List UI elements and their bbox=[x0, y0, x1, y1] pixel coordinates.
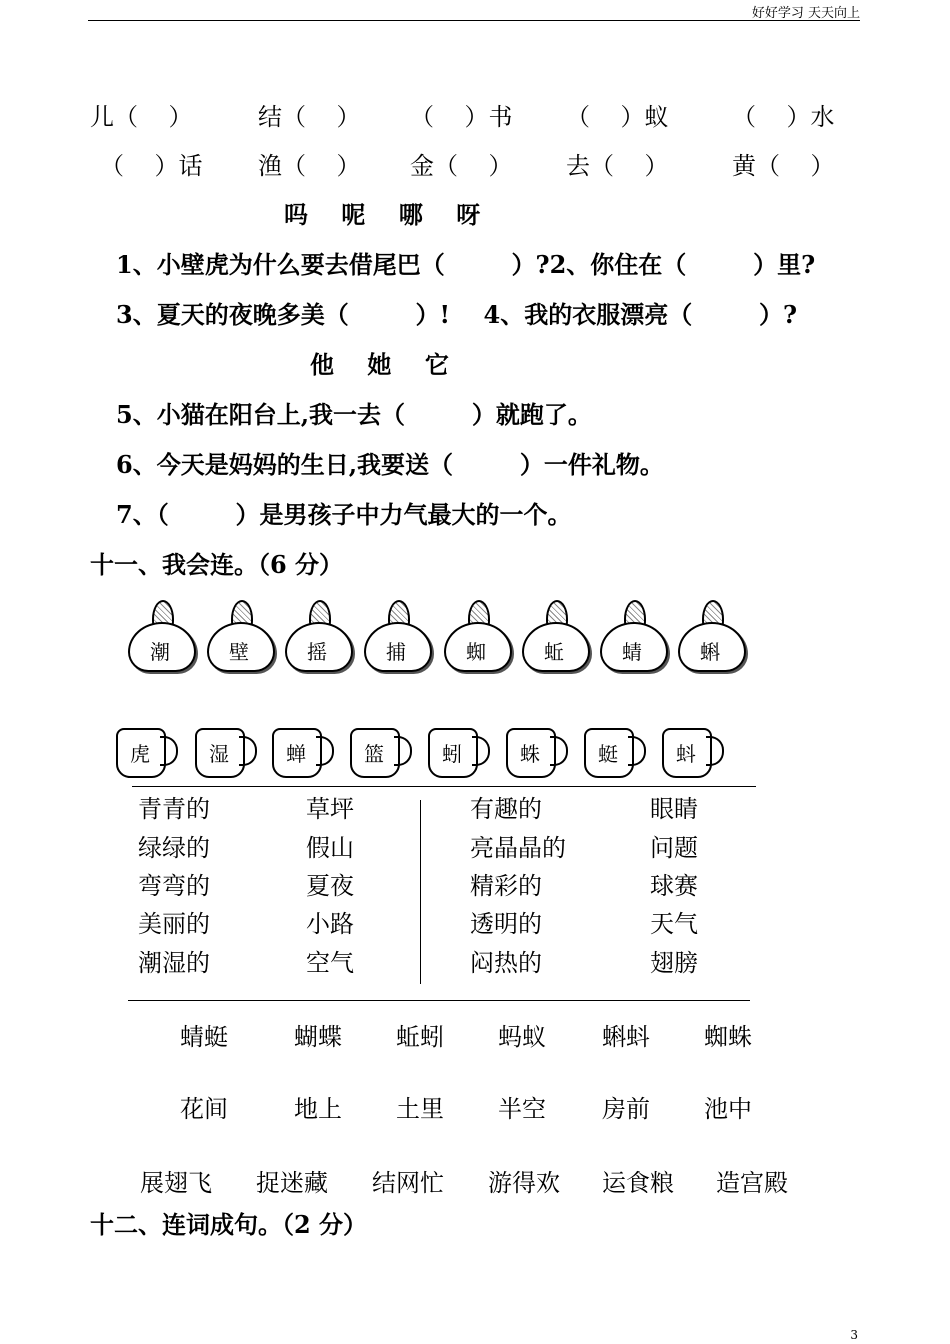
mug-label: 蚪 bbox=[676, 742, 696, 766]
mug-card bbox=[272, 728, 338, 778]
rock-card bbox=[207, 600, 275, 680]
pair-word: 透明的 bbox=[470, 910, 542, 938]
rock-label: 蜘 bbox=[466, 640, 486, 664]
bracket-item: 去（ ） bbox=[566, 152, 669, 180]
pair-word: 草坪 bbox=[306, 795, 354, 823]
section-11-title: 十一、我会连。（6 分） bbox=[90, 550, 344, 579]
header-text: 好好学习 天天向上 bbox=[751, 6, 860, 21]
sentence: 1、小壁虎为什么要去借尾巴（ ）?2、你住在（ ）里? bbox=[116, 250, 816, 279]
bracket-item: 结（ ） bbox=[258, 103, 361, 131]
rock-card bbox=[364, 600, 432, 680]
pair-word: 精彩的 bbox=[470, 872, 542, 900]
rock-card bbox=[522, 600, 590, 680]
bracket-item: 黄（ ） bbox=[732, 152, 835, 180]
rock-card bbox=[678, 600, 746, 680]
insect-word: 蝴蝶 bbox=[294, 1023, 342, 1051]
section-12-title: 十二、连词成句。（2 分） bbox=[90, 1210, 368, 1239]
rock-label: 蜻 bbox=[622, 640, 642, 664]
insect-word: 蜘蛛 bbox=[704, 1023, 752, 1051]
pair-word: 假山 bbox=[306, 834, 354, 862]
mug-label: 蛛 bbox=[520, 742, 540, 766]
word-options-1: 吗 呢 哪 呀 bbox=[284, 200, 481, 229]
mug-label: 虎 bbox=[130, 742, 150, 766]
pair-word: 美丽的 bbox=[138, 910, 210, 938]
mug-label: 蝉 bbox=[286, 742, 306, 766]
pair-word: 眼睛 bbox=[650, 795, 698, 823]
rock-label: 潮 bbox=[150, 640, 170, 664]
bracket-item: 渔（ ） bbox=[258, 152, 361, 180]
pair-word: 弯弯的 bbox=[138, 872, 210, 900]
sentence: 7、（ ）是男孩子中力气最大的一个。 bbox=[116, 500, 572, 529]
insect-word: 蚂蚁 bbox=[498, 1023, 546, 1051]
mug-card bbox=[428, 728, 494, 778]
sentence: 6、今天是妈妈的生日,我要送（ ）一件礼物。 bbox=[116, 450, 664, 479]
pair-word: 翅膀 bbox=[650, 949, 698, 977]
place-word: 池中 bbox=[704, 1095, 752, 1123]
pair-word: 绿绿的 bbox=[138, 834, 210, 862]
pair-word: 亮晶晶的 bbox=[470, 834, 566, 862]
pair-word: 潮湿的 bbox=[138, 949, 210, 977]
pair-word: 闷热的 bbox=[470, 949, 542, 977]
action-word: 捉迷藏 bbox=[256, 1169, 328, 1197]
place-word: 土里 bbox=[396, 1095, 444, 1123]
pair-word: 有趣的 bbox=[470, 795, 542, 823]
pair-word: 球赛 bbox=[650, 872, 698, 900]
rock-label: 蝌 bbox=[700, 640, 720, 664]
bracket-item: （ ）蚁 bbox=[566, 103, 669, 131]
rock-card bbox=[600, 600, 668, 680]
place-word: 半空 bbox=[498, 1095, 546, 1123]
mug-card bbox=[116, 728, 182, 778]
action-word: 游得欢 bbox=[488, 1169, 560, 1197]
pair-word: 小路 bbox=[306, 910, 354, 938]
action-word: 结网忙 bbox=[372, 1169, 444, 1197]
sentence: 5、小猫在阳台上,我一去（ ）就跑了。 bbox=[116, 400, 592, 429]
mug-card bbox=[506, 728, 572, 778]
insect-word: 蚯蚓 bbox=[396, 1023, 444, 1051]
insect-word: 蝌蚪 bbox=[602, 1023, 650, 1051]
rock-label: 捕 bbox=[386, 640, 406, 664]
pair-word: 空气 bbox=[306, 949, 354, 977]
rock-card bbox=[285, 600, 353, 680]
mug-label: 篮 bbox=[364, 742, 384, 766]
place-word: 花间 bbox=[180, 1095, 228, 1123]
word-options-2: 他 她 它 bbox=[310, 350, 449, 379]
table-bottom-line bbox=[128, 1000, 750, 1001]
bracket-item: 儿（ ） bbox=[90, 103, 193, 131]
pair-word: 天气 bbox=[650, 910, 698, 938]
action-word: 展翅飞 bbox=[140, 1169, 212, 1197]
action-word: 造宫殿 bbox=[716, 1169, 788, 1197]
place-word: 房前 bbox=[602, 1095, 650, 1123]
mug-card bbox=[584, 728, 650, 778]
place-word: 地上 bbox=[294, 1095, 342, 1123]
mug-card bbox=[195, 728, 261, 778]
pair-word: 问题 bbox=[650, 834, 698, 862]
bracket-item: （ ）话 bbox=[100, 152, 203, 180]
rock-label: 蚯 bbox=[544, 640, 564, 664]
mug-label: 蜓 bbox=[598, 742, 618, 766]
bracket-item: （ ）水 bbox=[732, 103, 835, 131]
page-number: 3 bbox=[850, 1328, 858, 1342]
insect-word: 蜻蜓 bbox=[180, 1023, 228, 1051]
pair-word: 夏夜 bbox=[306, 872, 354, 900]
action-word: 运食粮 bbox=[602, 1169, 674, 1197]
bracket-item: （ ）书 bbox=[410, 103, 513, 131]
rock-label: 摇 bbox=[307, 640, 327, 664]
table-divider bbox=[420, 800, 421, 984]
rock-label: 壁 bbox=[229, 640, 249, 664]
sentence: 3、夏天的夜晚多美（ ）! 4、我的衣服漂亮（ ）? bbox=[116, 300, 798, 329]
page-header bbox=[88, 0, 860, 21]
rock-card bbox=[128, 600, 196, 680]
bracket-item: 金（ ） bbox=[410, 152, 513, 180]
table-top-line bbox=[132, 786, 756, 787]
mug-card bbox=[662, 728, 728, 778]
rock-card bbox=[444, 600, 512, 680]
mug-label: 湿 bbox=[209, 742, 229, 766]
pair-word: 青青的 bbox=[138, 795, 210, 823]
mug-card bbox=[350, 728, 416, 778]
mug-label: 蚓 bbox=[442, 742, 462, 766]
